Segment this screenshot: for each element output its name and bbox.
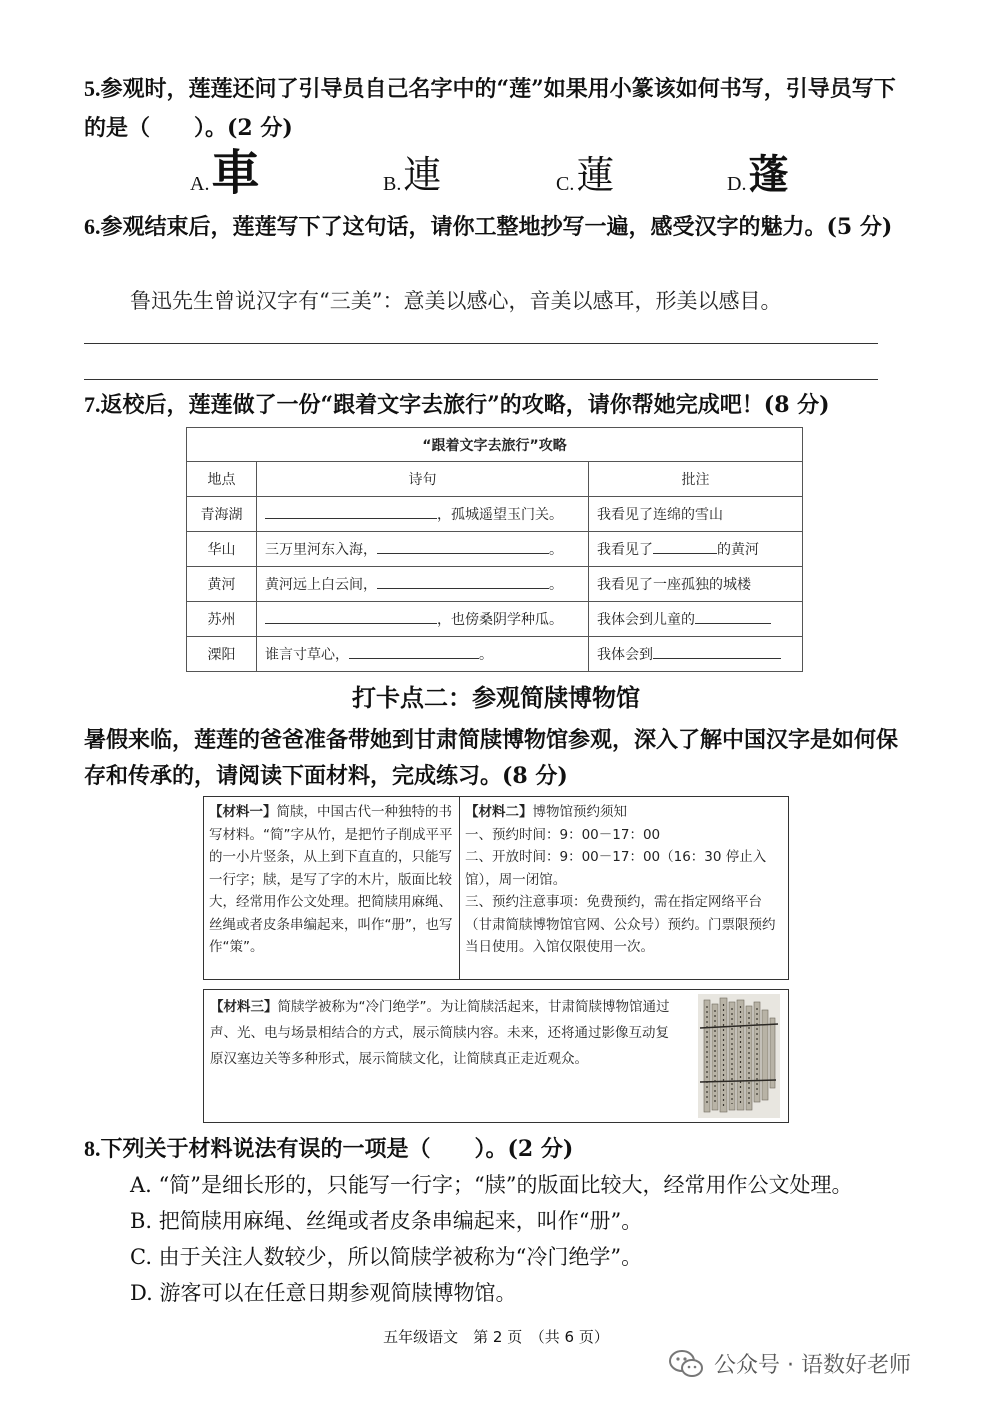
seal-glyph: 蓮 (576, 153, 615, 197)
choice-b[interactable] (383, 148, 441, 198)
question-number: 8. (84, 1136, 101, 1161)
question-6 (84, 208, 914, 247)
material-tag: 【材料三】 (210, 999, 278, 1015)
header-poem: 诗句 (257, 462, 589, 497)
section-title: 打卡点二：参观简牍博物馆 (352, 683, 640, 712)
question-text: 下列关于材料说法有误的一项是（ ）。(2 分) (100, 1136, 574, 1162)
question-text: 返校后，莲莲做了一份“跟着文字去旅行”的攻略，请你帮她完成吧！(8 分) (100, 392, 830, 418)
question-number: 6. (84, 214, 101, 239)
material-2 (460, 797, 788, 979)
material-text: 简牍，中国古代一种独特的书写材料。“简”字从竹，是把竹子削成平平的一小片竖条，从上到下直直的，只能写一行字；牍，是写了字的木片，版面比较大，经常用作公文处理。把简牍用麻绳、丝绳或者皮条串编起来，叫作“册”，也写作“策”。 (209, 804, 453, 955)
table-row (187, 497, 803, 532)
q8-option-b[interactable]: B. 把简牍用麻绳、丝绳或者皮条串编起来，叫作“册”。 (130, 1209, 643, 1233)
table-row (187, 532, 803, 567)
table-title: “跟着文字去旅行”攻略 (187, 428, 803, 462)
answer-blank[interactable] (265, 610, 437, 624)
place-cell: 黄河 (187, 567, 257, 602)
question-7 (84, 386, 914, 425)
answer-blank[interactable] (377, 540, 549, 554)
bamboo-slips-image (698, 994, 780, 1118)
header-place: 地点 (187, 462, 257, 497)
note-cell: 我看见了连绵的雪山 (589, 497, 803, 532)
page-footer: 五年级语文 第 2 页 （共 6 页） (383, 1328, 609, 1346)
answer-blank[interactable] (265, 505, 437, 519)
answer-blank[interactable] (653, 645, 781, 659)
q5-choices (0, 145, 992, 201)
material-tag: 【材料一】 (209, 804, 277, 820)
choice-letter: B. (383, 173, 402, 195)
choice-a[interactable] (190, 145, 260, 201)
answer-line-1[interactable] (84, 343, 878, 344)
q8-option-a[interactable]: A. “简”是细长形的，只能写一行字；“牍”的版面比较大，经常用作公文处理。 (130, 1173, 853, 1197)
travel-guide-table (186, 427, 803, 672)
wechat-icon (668, 1349, 704, 1379)
choice-d[interactable] (727, 148, 788, 198)
place-cell: 华山 (187, 532, 257, 567)
question-text: 参观时，莲莲还问了引导员自己名字中的“莲”如果用小篆该如何书写，引导员写下的是（ ）。(2 分) (84, 76, 896, 141)
poem-cell: ，也傍桑阴学种瓜。 (257, 602, 589, 637)
material-tag: 【材料二】 (465, 804, 533, 820)
material-3 (210, 994, 680, 1072)
seal-glyph: 車 (211, 145, 260, 201)
material-3-box (203, 989, 789, 1123)
poem-cell: 谁言寸草心， 。 (257, 637, 589, 672)
choice-c[interactable] (556, 148, 614, 198)
poem-cell: 黄河远上白云间， 。 (257, 567, 589, 602)
seal-glyph: 蓬 (748, 151, 789, 198)
copy-quote: 鲁迅先生曾说汉字有“三美”：意美以感心，音美以感耳，形美以感目。 (130, 289, 782, 313)
watermark-text: 公众号 · 语数好老师 (714, 1353, 911, 1378)
place-cell: 溧阳 (187, 637, 257, 672)
note-cell: 我看见了 的黄河 (589, 532, 803, 567)
poem-cell: ，孤城遥望玉门关。 (257, 497, 589, 532)
seal-glyph: 連 (403, 153, 442, 197)
section-intro: 暑假来临，莲莲的爸爸准备带她到甘肃简牍博物馆参观，深入了解中国汉字是如何保存和传承的，请阅读下面材料，完成练习。(8 分) (84, 727, 899, 789)
choice-letter: C. (556, 173, 575, 195)
note-cell: 我体会到 (589, 637, 803, 672)
watermark (668, 1348, 911, 1379)
table-row (187, 602, 803, 637)
materials-1-2-box (203, 796, 789, 980)
question-5 (84, 70, 914, 148)
poem-cell: 三万里河东入海， 。 (257, 532, 589, 567)
material-1 (204, 797, 460, 979)
note-cell: 我看见了一座孤独的城楼 (589, 567, 803, 602)
material-line: 二、开放时间：9：00－17：00（16：30 停止入馆），周一闭馆。 (465, 849, 767, 888)
answer-blank[interactable] (377, 575, 549, 589)
table-row (187, 567, 803, 602)
material-text: 简牍学被称为“冷门绝学”。为让简牍活起来，甘肃简牍博物馆通过声、光、电与场景相结合的方式，展示简牍内容。未来，还将通过影像互动复原汉塞边关等多种形式，展示简牍文化，让简牍真正走近观众。 (210, 999, 670, 1067)
choice-letter: A. (190, 173, 210, 195)
answer-blank[interactable] (653, 540, 717, 554)
q8-option-c[interactable]: C. 由于关注人数较少，所以简牍学被称为“冷门绝学”。 (130, 1245, 643, 1269)
answer-line-2[interactable] (84, 379, 878, 380)
material-line: 三、预约注意事项：免费预约，需在指定网络平台（甘肃简牍博物馆官网、公众号）预约。门票限预约当日使用。入馆仅限使用一次。 (465, 894, 776, 955)
material-title: 博物馆预约须知 (532, 804, 627, 820)
answer-blank[interactable] (349, 645, 479, 659)
place-cell: 青海湖 (187, 497, 257, 532)
question-text: 参观结束后，莲莲写下了这句话，请你工整地抄写一遍，感受汉字的魅力。(5 分) (100, 214, 893, 240)
question-8 (84, 1130, 914, 1169)
question-number: 7. (84, 392, 101, 417)
place-cell: 苏州 (187, 602, 257, 637)
material-line: 一、预约时间：9：00－17：00 (465, 826, 661, 843)
table-row (187, 637, 803, 672)
header-note: 批注 (589, 462, 803, 497)
choice-letter: D. (727, 173, 747, 195)
answer-blank[interactable] (695, 610, 771, 624)
q8-option-d[interactable]: D. 游客可以在任意日期参观简牍博物馆。 (130, 1281, 517, 1305)
question-number: 5. (84, 76, 101, 101)
note-cell: 我体会到儿童的 (589, 602, 803, 637)
